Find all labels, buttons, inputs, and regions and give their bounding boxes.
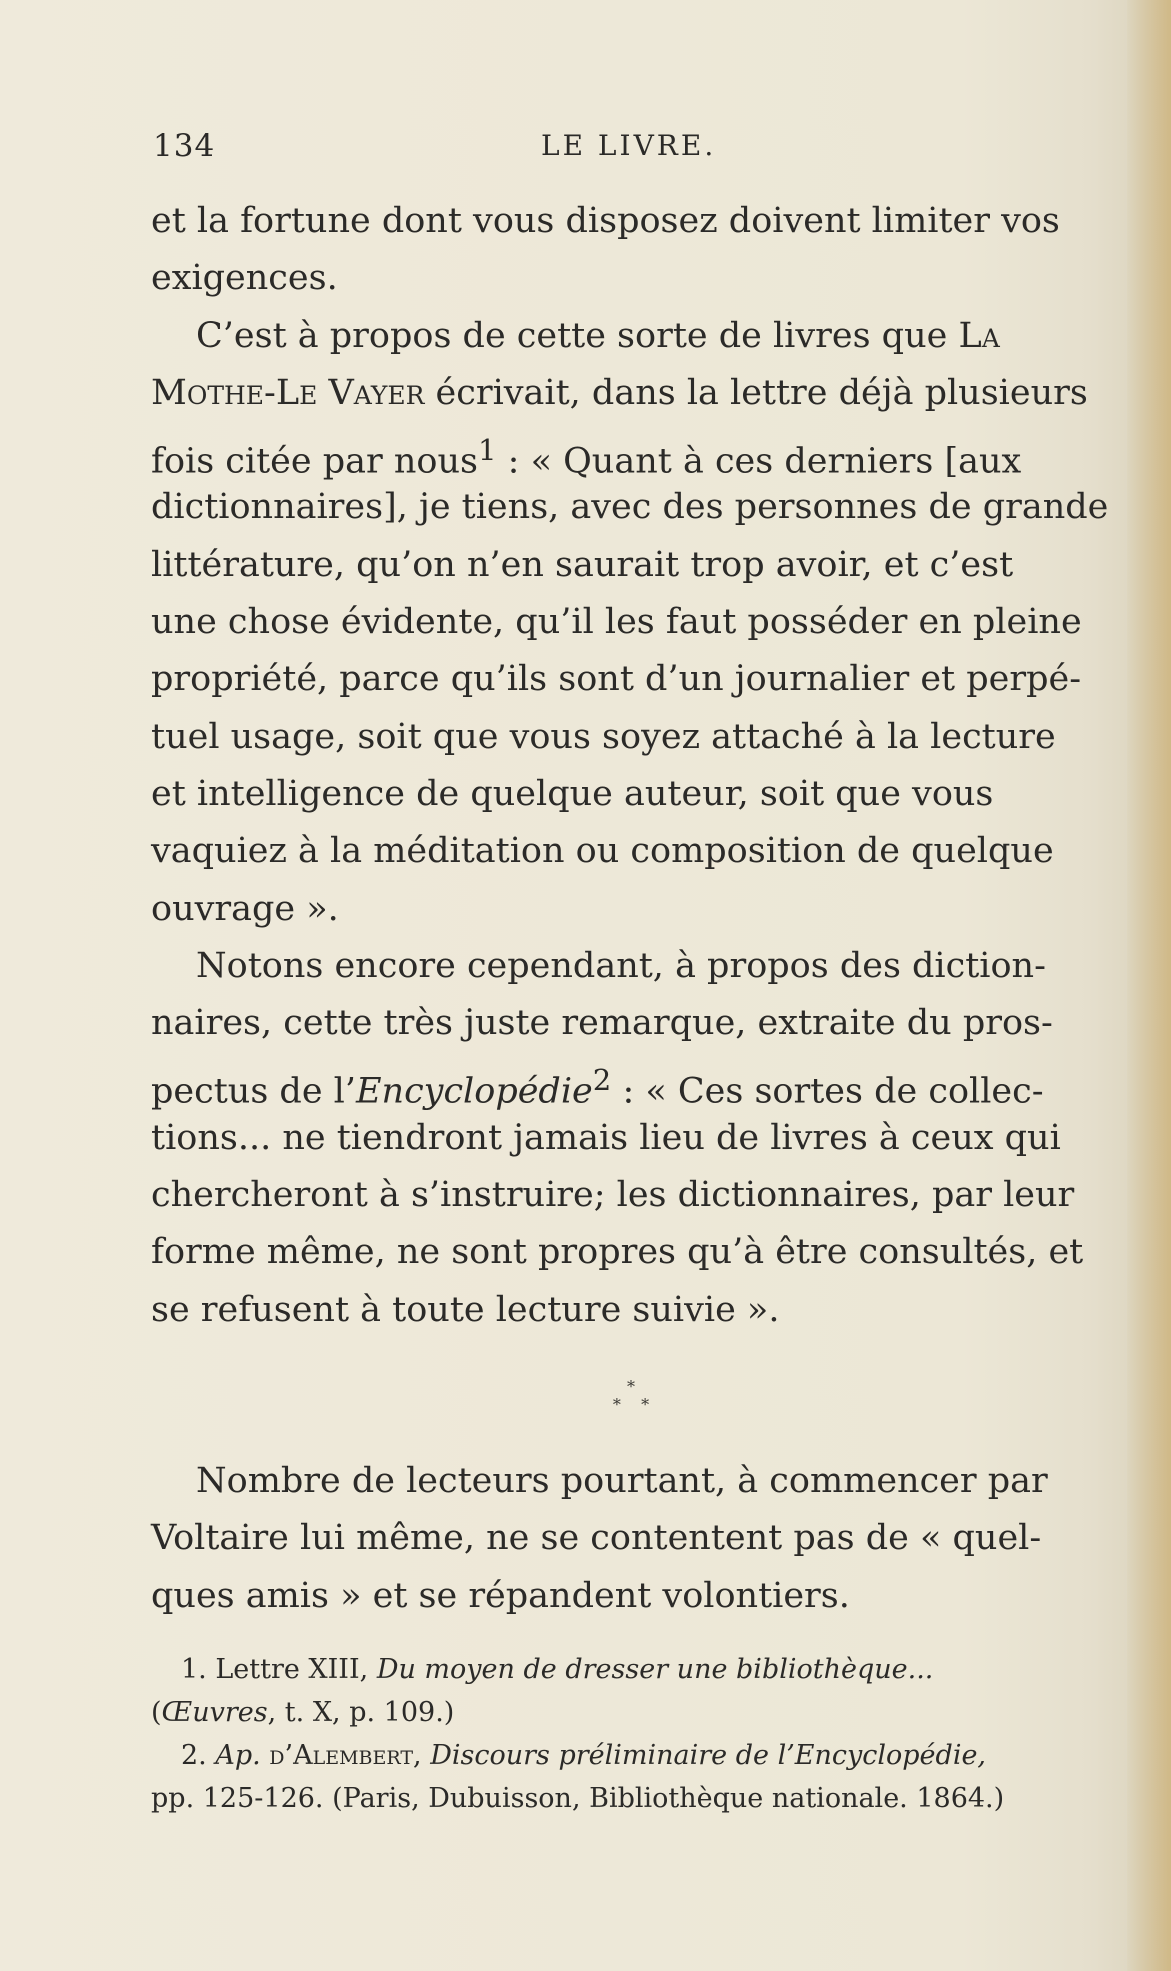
text-line xyxy=(151,537,1113,594)
text-line xyxy=(151,1052,1113,1113)
page-number: 134 xyxy=(153,128,216,164)
text-line xyxy=(151,823,1113,880)
footnote-2-ap: Ap. xyxy=(215,1740,261,1771)
footnote-1-title: Du moyen de dresser une bibliothèque... xyxy=(376,1654,934,1685)
encyclopedie-title: Encyclopédie xyxy=(355,1072,593,1113)
text-span: Notons encore cependant, à propos des diction- xyxy=(196,945,1046,986)
text-line xyxy=(151,1461,1048,1501)
text-line xyxy=(151,365,1113,422)
text-span: dictionnaires], je tiens, avec des personnes de grande xyxy=(151,487,1109,528)
text-span: : « Ces sortes de collec- xyxy=(611,1072,1044,1113)
footnote-2-author: d’Alembert, xyxy=(260,1740,431,1771)
text-line xyxy=(151,479,1113,536)
text-line xyxy=(151,766,1113,823)
text-span: pectus de l’ xyxy=(151,1072,356,1113)
footnote-1-number: 1. Lettre XIII, xyxy=(181,1654,377,1685)
text-span: ouvrage ». xyxy=(151,888,339,929)
text-line xyxy=(151,881,1113,938)
section-ornament xyxy=(596,1378,666,1422)
text-span: ques amis » et se répandent volontiers. xyxy=(151,1575,850,1616)
text-span: tions... ne tiendront jamais lieu de livres à ceux qui xyxy=(151,1117,1061,1158)
text-line xyxy=(151,308,1113,365)
text-line xyxy=(151,651,1113,708)
text-line xyxy=(151,1167,1113,1224)
text-span: C’est à propos de cette sorte de livres que xyxy=(196,315,959,356)
text-span: chercheront à s’instruire; les dictionnaires, par leur xyxy=(151,1175,1075,1216)
text-line xyxy=(151,594,1113,651)
footnote-2-number: 2. xyxy=(181,1740,216,1771)
footnote-1-paren: ( xyxy=(151,1697,162,1728)
text-line xyxy=(151,193,1113,250)
footnote-2-line-1 xyxy=(151,1734,1119,1777)
footnote-2-title: Discours préliminaire de l’Encyclopédie, xyxy=(430,1740,987,1771)
text-span: et la fortune dont vous disposez doivent limiter vos xyxy=(151,201,1060,241)
text-span: forme même, ne sont propres qu’à être consultés, et xyxy=(151,1232,1084,1273)
text-line xyxy=(151,422,1113,482)
text-span: : « Quant à ces derniers [aux xyxy=(496,441,1022,482)
text-line xyxy=(151,1576,850,1616)
text-line xyxy=(151,995,1113,1052)
footnote-2-line-2: pp. 125-126. (Paris, Dubuisson, Bibliothèque nationale. 1864.) xyxy=(151,1783,1005,1814)
text-span: propriété, parce qu’ils sont d’un journalier et perpé- xyxy=(151,659,1082,700)
text-span: se refusent à toute lecture suivie ». xyxy=(151,1289,780,1330)
ornament-top: * xyxy=(627,1377,635,1396)
text-line xyxy=(151,250,1113,307)
ornament-bottom: * * xyxy=(612,1395,650,1414)
text-line xyxy=(151,1110,1113,1167)
text-span: vaquiez à la méditation ou composition de quelque xyxy=(151,831,1054,872)
footnote-1-tail: , t. X, p. 109.) xyxy=(267,1697,455,1728)
footnote-ref-2: 2 xyxy=(592,1063,612,1098)
text-line xyxy=(151,709,1113,766)
author-name-la: La xyxy=(958,315,1000,356)
text-line xyxy=(151,938,1113,995)
text-span: une chose évidente, qu’il les faut posséder en pleine xyxy=(151,602,1082,643)
text-span: exigences. xyxy=(151,258,338,299)
second-paragraph xyxy=(151,1453,1113,1625)
text-span: fois citée par nous xyxy=(151,441,478,482)
footnote-1-oeuvres: Œuvres xyxy=(161,1697,268,1728)
main-text xyxy=(151,193,1113,1339)
text-line xyxy=(151,1518,1041,1558)
author-name: Mothe-Le Vayer xyxy=(151,372,425,413)
text-span: tuel usage, soit que vous soyez attaché à la lecture xyxy=(151,716,1056,757)
text-span: naires, cette très juste remarque, extraite du pros- xyxy=(151,1003,1053,1044)
text-span: Nombre de lecteurs pourtant, à commencer par xyxy=(196,1461,1048,1501)
running-head xyxy=(153,128,1113,172)
footnote-1-line-1 xyxy=(151,1648,1119,1691)
footnote-1-line-2 xyxy=(151,1691,1119,1734)
running-title: LE LIVRE. xyxy=(541,129,717,162)
footnote-ref-1: 1 xyxy=(477,433,497,468)
text-span: Voltaire lui même, ne se contentent pas de « quel- xyxy=(151,1518,1042,1559)
page-edge-shadow xyxy=(1127,0,1171,1971)
text-span: écrivait, dans la lettre déjà plusieurs xyxy=(424,372,1088,413)
text-span: littérature, qu’on n’en saurait trop avoir, et c’est xyxy=(151,544,1014,585)
text-line xyxy=(151,1282,1113,1339)
text-line xyxy=(151,1224,1113,1281)
text-span: et intelligence de quelque auteur, soit que vous xyxy=(151,773,994,814)
footnotes xyxy=(151,1648,1119,1820)
